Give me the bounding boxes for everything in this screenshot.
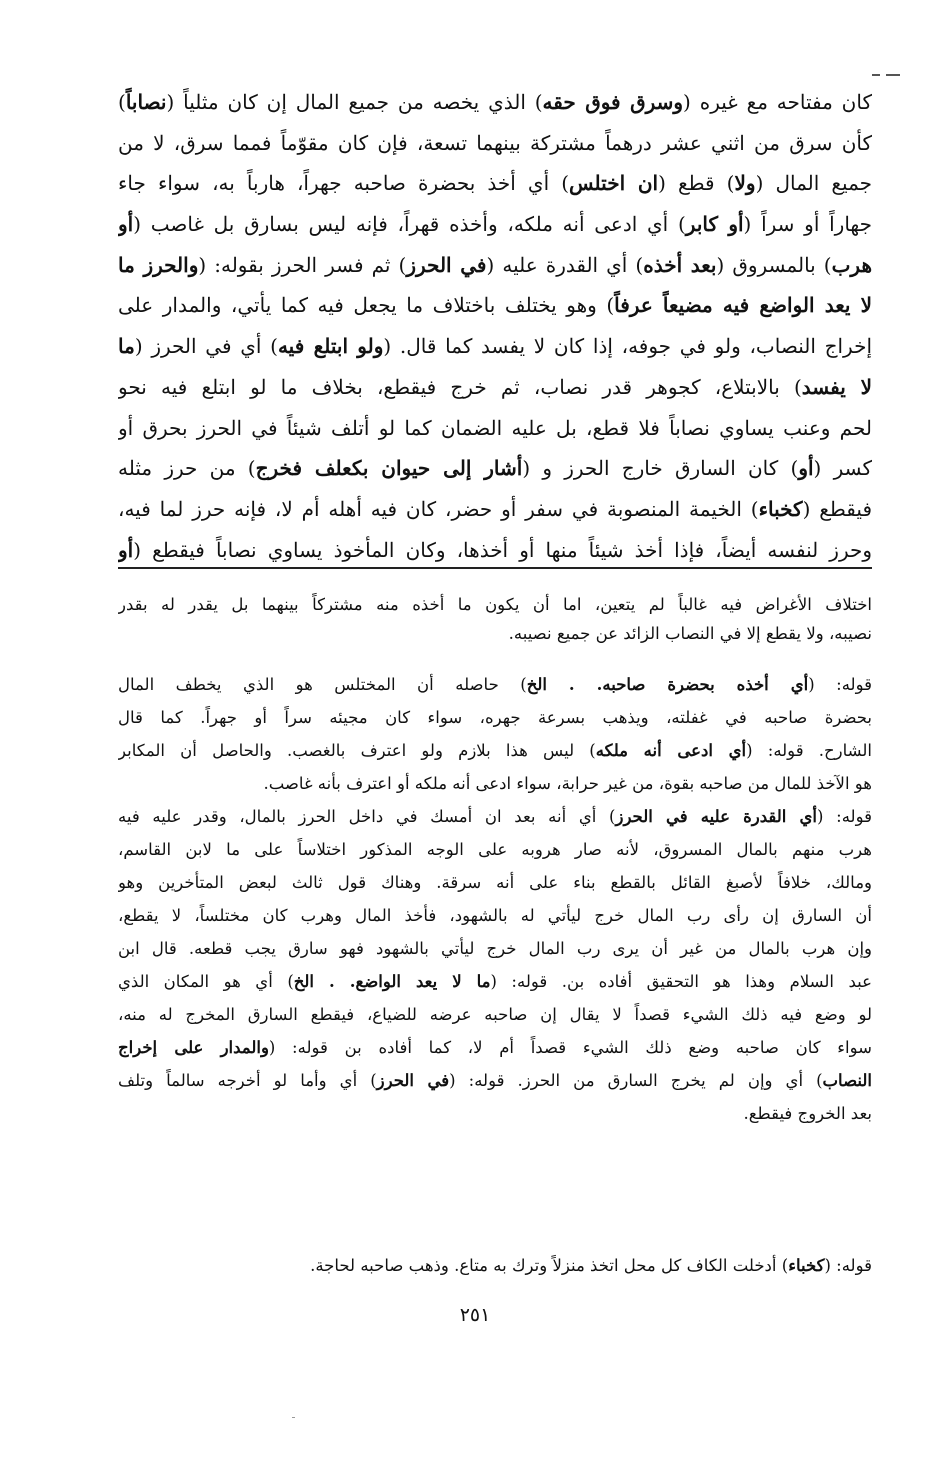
text-line: أن السارق إن رأى رب المال خرج ليأتي له بالشهود، فأخذ المال وهرب كان مختلساً، لا يقطع، [118,906,872,925]
text-line: الشارح. قوله: (أي ادعى أنه ملكه) ليس هذا بلازم ولو اعترف بالغصب. والحاصل أن المكابر [118,741,872,760]
text-line: قوله: (أي القدرة عليه في الحرز) أي أنه بعد ان أمسك في داخل الحرز بالمال، وقدر عليه فيه [118,807,872,826]
text-line: بعد الخروج فيقطع. [743,1104,872,1123]
text-line: كسر (أو) كان السارق خارج الحرز و (أشار إلى حيوان بكعلف فخرج) من حرز مثله [118,456,872,481]
text-line: النصاب) أي وإن لم يخرج السارق من الحرز. قوله: (في الحرز) أي وأما لو أخرجه سالماً وتلف [118,1071,872,1090]
text-line: لو وضع فيه ذلك الشيء قصداً لا يقال إن صاحبه عرضه للضياع، فيقطع السارق المخرج له منه، [118,1005,872,1024]
text-line: اختلاف الأغراض فيه غالباً لم يتعين، اما أن يكون ما أخذه منه مشتركاً بينهما بل يقدر له بقدر [118,595,872,614]
commentary-text [118,668,872,1130]
text-line: قوله: (أي أخذه بحضرة صاحبه. . الخ) حاصله أن المختلس هو الذي يخطف المال [118,675,872,694]
scan-speck [292,1417,295,1418]
text-line: ومالك، خلافاً لأصبغ القائل بالقطع بناء على أنه سرقة. وهناك قول ثالث لبعض المتأخرين وهو [118,873,872,892]
text-line: لا يفسد) بالابتلاع، كجوهر قدر نصاب، ثم خرج فيقطع، بخلاف ما لو ابتلع فيه نحو [118,374,872,399]
text-line: لا يعد الواضع فيه مضيعاً عرفاً) وهو يختلف باختلاف ما يجعل فيه كما يأتي، والمدار على [118,293,872,318]
text-line: كأن سرق من اثني عشر درهماً مشتركة بينهما تسعة، فإن كان مقوّماً فمما سرق، لا من [118,130,872,155]
scan-marks [872,74,900,76]
text-line: جهاراً أو سراً (أو كابر) أي ادعى أنه ملكه، وأخذه قهراً، فإنه ليس بسارق بل غاصب (أو [118,212,872,237]
text-line: قوله: (كخباء) أدخلت الكاف كل محل اتخذ منزلاً وترك به متاع. وذهب صاحبه لحاجة. [310,1256,872,1275]
text-line: سواء كان صاحبه وضع ذلك الشيء قصداً أم لا، كما أفاده بن قوله: (والمدار على إخراج [118,1038,872,1057]
text-line: بحضرة صاحبه في غفلته، ويذهب بسرعة جهره، سواء كان مجيئه سراً أو جهراً. كما قال [118,708,872,727]
main-text [118,82,872,570]
text-line: هرب) بالمسروق (بعد أخذه) أي القدرة عليه (في الحرز) ثم فسر الحرز بقوله: (والحرز ما [118,252,872,277]
text-line: إخراج النصاب، ولو في جوفه، إذا كان لا يفسد كما قال. (ولو ابتلع فيه) أي في الحرز (ما [118,334,872,359]
text-line: كان مفتاحه مع غيره (وسرق فوق حقه) الذي يخصه من جميع المال إن كان مثلياً (نصاباً) [118,90,872,114]
text-line: نصيبه، ولا يقطع إلا في النصاب الزائد عن جميع نصيبه. [508,624,872,643]
footnote-divider [118,567,872,569]
page-number: ٢٥١ [459,1304,491,1326]
text-line: جميع المال (ولا) قطع (ان اختلس) أي أخذ بحضرة صاحبه جهراً، هارباً به، سواء جاء [118,171,872,196]
text-line: هرب منهم بالمال المسروق، لأنه صار هروبه على الوجه المذكور اختلاساً على ما لابن القاسم، [118,840,872,859]
text-line: عبد السلام وهذا هو التحقيق أفاده بن. قوله: (ما لا يعد الواضع. . الخ) أي هو المكان الذي [118,972,872,991]
footnote-text [118,590,872,648]
text-line: فيقطع (كخباء) الخيمة المنصوبة في سفر أو حضر، كان فيه أهله أم لا، فإنه حرز لما فيه، [118,496,872,521]
text-line: لحم وعنب يساوي نصاباً فلا قطع، بل عليه الضمان كما لو أتلف شيئاً في الحرز بحرق أو [118,415,872,440]
commentary-text-2 [118,1249,872,1282]
text-line: هو الآخذ للمال من صاحبه بقوة، من غير حرابة، سواء ادعى أنه ملكه أو اعترف بأنه غاصب. [263,774,872,793]
text-line: وإن هرب بالمال من غير أن يرى رب المال خرج ليأتي بالشهود فهو سارق يجب قطعه. قال ابن [118,939,872,958]
text-line: وحرز لنفسه أيضاً، فإذا أخذ شيئاً منها أو أخذها، وكان المأخوذ يساوي نصاباً فيقطع (أو [118,537,872,562]
